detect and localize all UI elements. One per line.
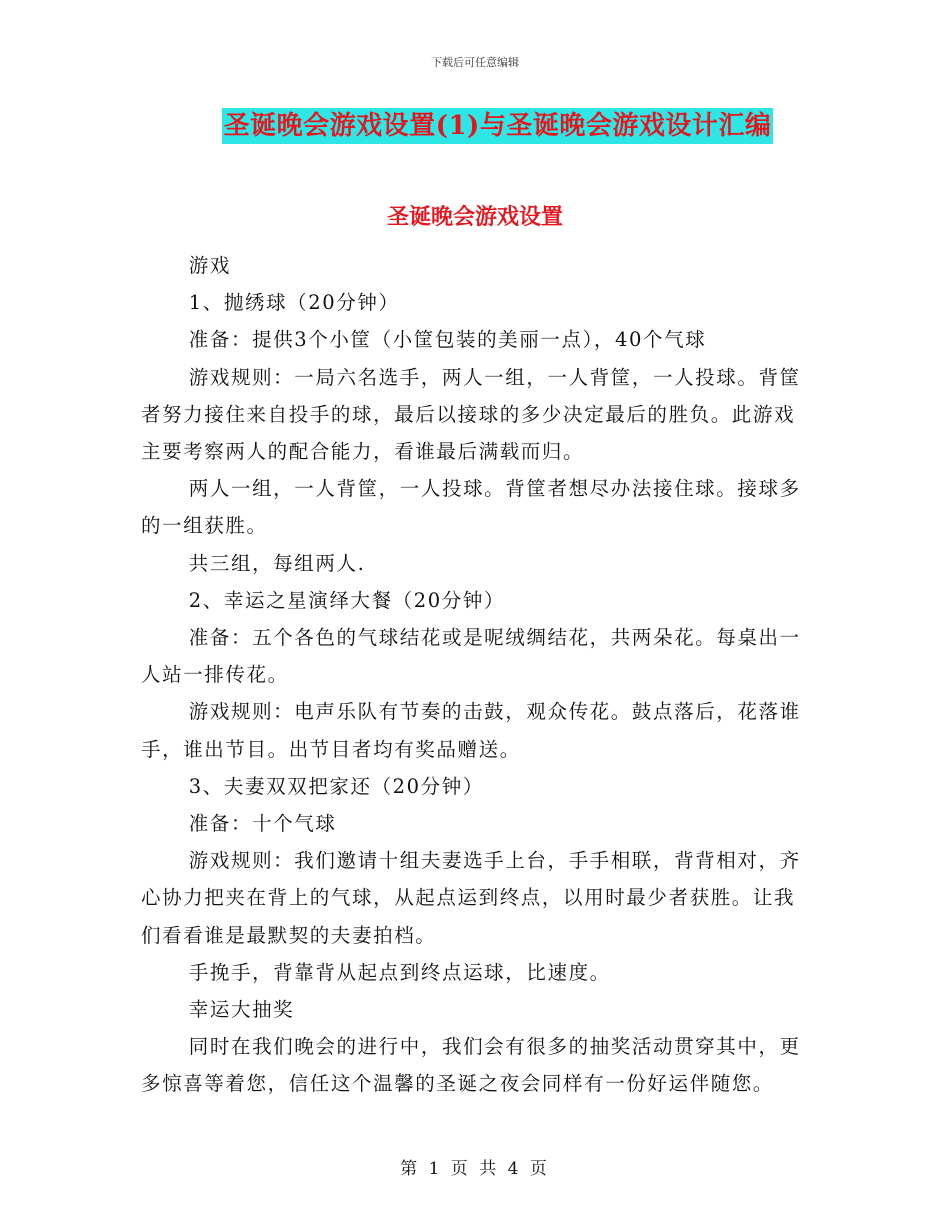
paragraph: 3、夫妻双双把家还（20分钟） <box>188 774 484 798</box>
paragraph: 准备：五个各色的气球结花或是呢绒绸结花，共两朵花。每桌出一人站一排传花。 <box>141 626 801 687</box>
paragraph: 游戏规则：我们邀请十组夫妻选手上台，手手相联，背背相对，齐心协力把夹在背上的气球，从起点运到终点，以用时最少者获胜。让我们看看谁是最默契的夫妻拍档。 <box>141 849 801 947</box>
paragraph: 同时在我们晚会的进行中，我们会有很多的抽奖活动贯穿其中，更多惊喜等着您，信任这个温馨的圣诞之夜会同样有一份好运伴随您。 <box>141 1035 801 1096</box>
paragraph: 幸运大抽奖 <box>188 998 295 1022</box>
section-title: 圣诞晚会游戏设置 <box>386 204 563 230</box>
paragraph: 准备：提供3个小筐（小筐包装的美丽一点），40个气球 <box>188 328 707 352</box>
paragraph: 共三组，每组两人. <box>188 551 366 575</box>
header-note: 下载后可任意编辑 <box>431 56 519 69</box>
document-title: 圣诞晚会游戏设置(1)与圣诞晚会游戏设计汇编 <box>222 108 774 144</box>
paragraph: 手挽手，背靠背从起点到终点运球，比速度。 <box>188 960 611 984</box>
paragraph: 两人一组，一人背筐，一人投球。背筐者想尽办法接住球。接球多的一组获胜。 <box>141 477 801 538</box>
paragraph: 2、幸运之星演绎大餐（20分钟） <box>188 588 506 612</box>
paragraph: 游戏规则：一局六名选手，两人一组，一人背筐，一人投球。背筐者努力接住来自投手的球，最后以接球的多少决定最后的胜负。此游戏主要考察两人的配合能力，看谁最后满载而归。 <box>141 365 801 464</box>
page-footer: 第 1 页 共 4 页 <box>400 1159 550 1179</box>
document-body <box>141 247 811 1103</box>
paragraph: 游戏 <box>188 254 231 277</box>
paragraph: 1、抛绣球（20分钟） <box>188 291 400 315</box>
paragraph: 游戏规则：电声乐队有节奏的击鼓，观众传花。鼓点落后，花落谁手，谁出节目。出节目者均有奖品赠送。 <box>141 700 801 761</box>
main-title-container <box>0 108 950 144</box>
paragraph: 准备：十个气球 <box>188 812 337 836</box>
